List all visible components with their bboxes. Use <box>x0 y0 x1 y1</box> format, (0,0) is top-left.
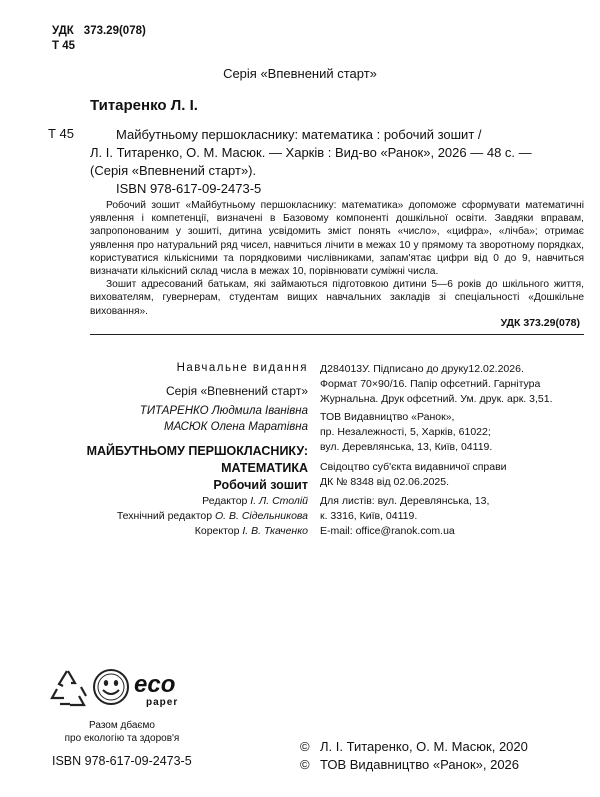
print-info <box>320 362 590 407</box>
annotation-paragraph-1: Робочий зошит «Майбутньому першокласнику: математика» допоможе сформувати математичні уявлення і компетенції, визначені в Базовому компоненті дошкільної освіти. Завдяки вправам, запропонованим у зошиті, дитина усвідомить зміст понять «число», «цифра», «лічба»; отримає уявлення про натуральний ряд чисел, навчиться лічити в межах 10 у прямому та зворотному порядках, користуватися кількісними та порядковими числівниками, запам'ятає цифри від 0 до 9, навчиться визначати кількісний склад числа в межах 10, порівнювати суміжні числа. <box>90 200 584 278</box>
eco-logos <box>48 665 198 710</box>
print-line-2: Формат 70×90/16. Папір офсетний. Гарнітура Журнальна. Друк офсетний. Ум. друк. арк. 3,51. <box>320 378 553 405</box>
shelf-code-top: Т 45 <box>52 40 76 52</box>
catalog-isbn: ISBN 978-617-09-2473-5 <box>116 181 262 196</box>
title-line-3: Робочий зошит <box>213 478 308 492</box>
letters-line-1: Для листів: вул. Деревлянська, 13, <box>320 495 490 507</box>
divider-rule <box>90 334 584 335</box>
staff-name: І. Л. Столій <box>250 495 308 507</box>
eco-logo-graphic <box>48 665 198 710</box>
copyright-line <box>300 756 519 774</box>
publisher-line-3: вул. Деревлянська, 13, Київ, 04119. <box>320 441 493 453</box>
footer-isbn: ISBN 978-617-09-2473-5 <box>52 754 192 768</box>
certificate-line-2: ДК № 8348 від 02.06.2025. <box>320 476 450 488</box>
description-line-1: Майбутньому першокласнику: математика : робочий зошит / <box>116 127 482 142</box>
smiley-icon <box>94 670 128 704</box>
catalog-author: Титаренко Л. І. <box>90 97 198 114</box>
catalog-shelf-code: Т 45 <box>48 126 75 141</box>
title-line-2: МАТЕМАТИКА <box>221 461 308 475</box>
staff-name: І. В. Ткаченко <box>242 525 308 537</box>
description-line-2: Л. І. Титаренко, О. М. Масюк. — Харків : Вид-во «Ранок», 2026 — 48 с. — <box>90 145 532 160</box>
certificate-line-1: Свідоцтво суб'єкта видавничої справи <box>320 461 507 473</box>
imprint-author-2: МАСЮК Олена Маратівна <box>163 421 308 433</box>
eco-word: eco <box>134 671 176 698</box>
title-line-1: МАЙБУТНЬОМУ ПЕРШОКЛАСНИКУ: <box>86 444 308 458</box>
series-title: Серія «Впевнений старт» <box>223 66 377 81</box>
udk-code: 373.29(078) <box>83 25 146 37</box>
publisher-info <box>320 410 590 455</box>
staff-list <box>70 494 308 539</box>
publisher-line-2: пр. Незалежності, 5, Харків, 61022; <box>320 426 491 438</box>
copyright-text: ТОВ Видавництво «Ранок», 2026 <box>320 757 520 772</box>
annotation-paragraph-2: Зошит адресований батькам, які займаються підготовкою дитини 5—6 років до шкільного життя, вихователям, гувернерам, студентам вищих навчальних закладів зі спеціальності «Дошкільне виховання». <box>90 279 584 317</box>
letters-info <box>320 494 590 539</box>
staff-row <box>70 494 308 509</box>
staff-role: Технічний редактор <box>116 510 213 522</box>
udk-label: УДК <box>52 25 74 37</box>
certificate-info <box>320 460 590 490</box>
email-line: E-mail: office@ranok.com.ua <box>320 525 455 537</box>
eco-slogan <box>52 719 192 745</box>
print-line-1: Д284013У. Підписано до друку12.02.2026. <box>320 363 524 375</box>
staff-row <box>70 524 308 539</box>
slogan-line-2: про екологію та здоров'я <box>64 733 180 744</box>
imprint-series: Серія «Впевнений старт» <box>165 384 308 398</box>
copyright-text: Л. І. Титаренко, О. М. Масюк, 2020 <box>320 739 528 754</box>
imprint-author-1: ТИТАРЕНКО Людмила Іванівна <box>139 405 308 417</box>
book-title <box>48 443 308 494</box>
description-line-3: (Серія «Впевнений старт»). <box>90 163 257 178</box>
edition-type: Навчальне видання <box>176 362 308 374</box>
copyright-icon: © <box>300 757 310 772</box>
staff-role: Редактор <box>202 495 248 507</box>
staff-name: О. В. Сідельникова <box>215 510 308 522</box>
catalog-description <box>90 126 582 180</box>
annotation <box>90 199 584 318</box>
letters-line-2: к. 3316, Київ, 04119. <box>320 510 418 522</box>
udk-footer: УДК 373.29(078) <box>500 317 580 329</box>
slogan-line-1: Разом дбаємо <box>89 720 155 731</box>
publisher-line-1: ТОВ Видавництво «Ранок», <box>320 411 455 423</box>
copyright-icon: © <box>300 739 310 754</box>
staff-role: Коректор <box>194 525 240 537</box>
staff-row <box>70 509 308 524</box>
udk-top-block <box>52 24 146 54</box>
copyright-line <box>300 738 528 756</box>
recycle-icon <box>52 671 86 705</box>
eco-sub: paper <box>146 697 179 708</box>
